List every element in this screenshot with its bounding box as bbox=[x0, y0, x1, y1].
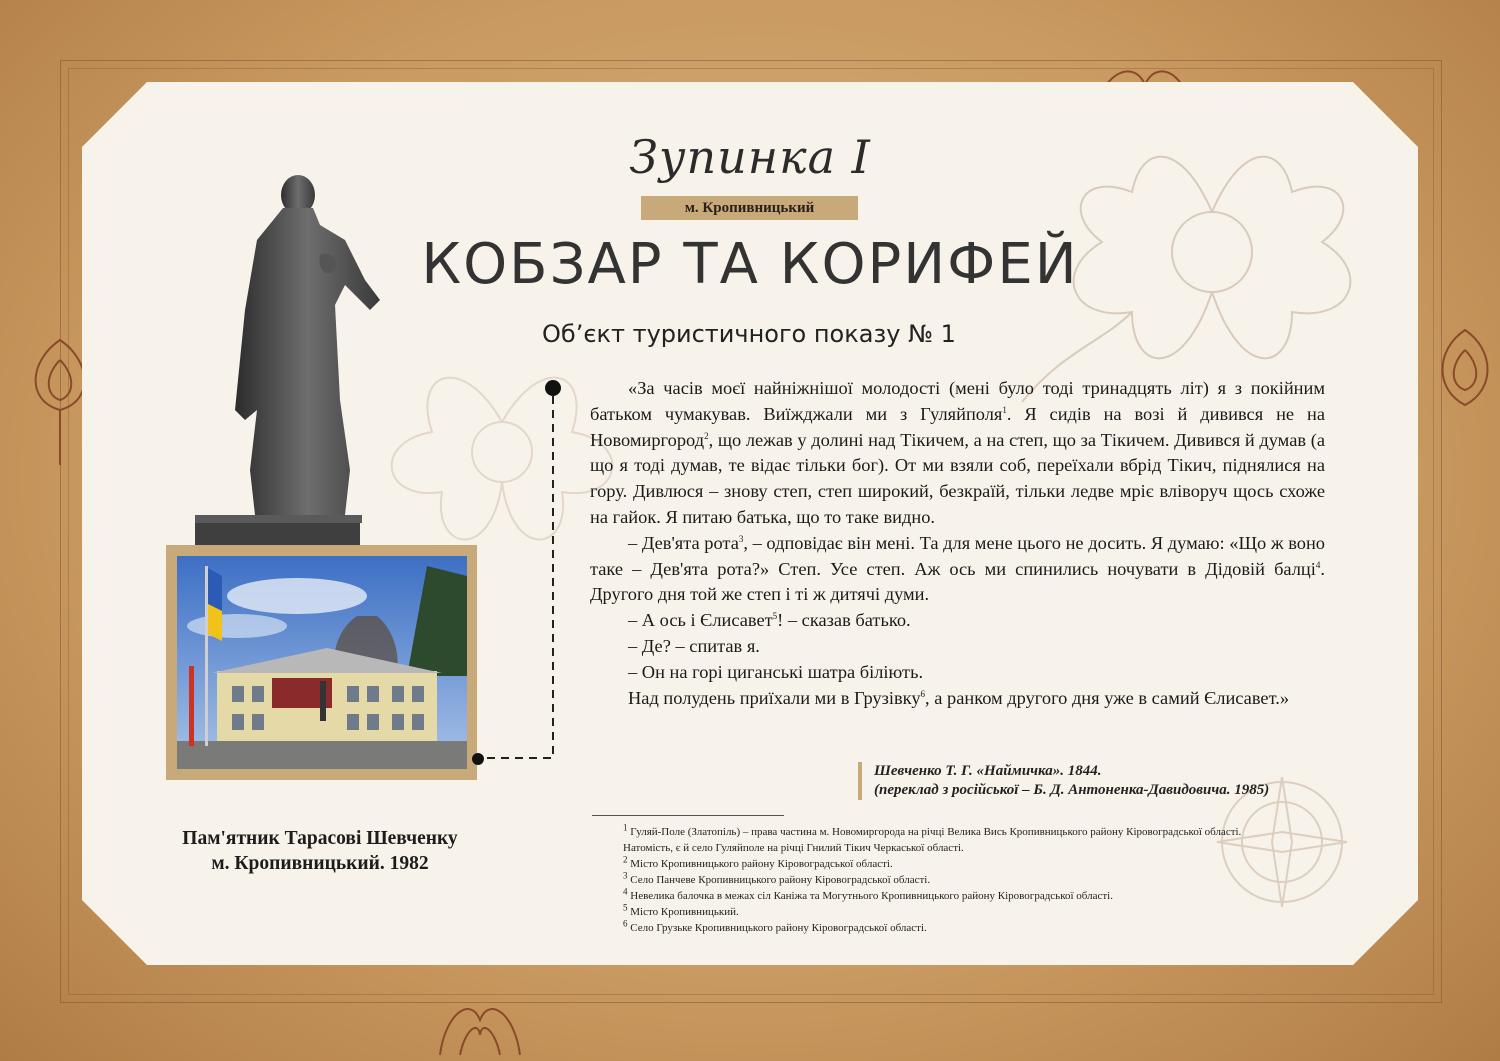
timeline-connector bbox=[470, 378, 570, 768]
caption-title: Пам'ятник Тарасові Шевченку bbox=[182, 828, 458, 849]
source-line: Шевченко Т. Г. «Наймичка». 1844. bbox=[874, 763, 1102, 779]
footnote-item: $^3$ Село Панчеве Кропивницького району Кіровоградської області. bbox=[623, 870, 931, 886]
museum-building-photo bbox=[177, 556, 467, 769]
monument-statue-image bbox=[195, 170, 395, 545]
footnote-item: $^6$ Село Грузьке Кропивницького району Кіровоградської області. bbox=[623, 918, 927, 934]
footnote-item: $^1$ Гуляй-Поле (Златопіль) – права частина м. Новомиргорода на річці Велика Вись Кропивницького району Кіровоградської області. bbox=[623, 822, 1242, 838]
page-title: КОБЗАР ТА КОРИФЕЙ bbox=[421, 232, 1079, 297]
city-badge: м. Кропивницький bbox=[641, 196, 858, 220]
photo-caption bbox=[150, 826, 490, 876]
stop-title: Зупинка І bbox=[629, 130, 871, 184]
caption-location: м. Кропивницький. 1982 bbox=[211, 853, 429, 874]
building-photo-image bbox=[177, 556, 467, 769]
page-subtitle: Об’єкт туристичного показу № 1 bbox=[542, 320, 956, 348]
quote-source bbox=[858, 762, 1269, 800]
footnote-item: $^4$ Невелика балочка в межах сіл Каніжа та Могутнього Кропивницького району Кіровоградської області. bbox=[623, 886, 1113, 902]
footnote-item: $^5$ Місто Кропивницький. bbox=[623, 902, 739, 918]
footnote-item: $^2$ Місто Кропивницького району Кіровоградської області. bbox=[623, 854, 893, 870]
footnote-divider bbox=[592, 815, 784, 816]
footnote-item: Натомість, є й село Гуляйполе на річці Гнилий Тікич Черкаської області. bbox=[623, 842, 964, 854]
quote-text: «За часів моєї найніжнішої молодості (мені було тоді тринадцять літ) я з покійним батьком чумакував. Виїжджали ми з Гуляйполя$^1$. Я сидів на возі й дивився не на Новомиргород$^2$, що лежав у долині над Тікичем, а на степ, що за Тікичем. Дивився й думав (а що я тоді думав, те відає тільки бог). От ми взяли соб, переїхали вбрід Тікич, піднялися на гору. Дивлюся – знову степ, степ широкий, безкраїй, тільки ледве мріє вліворуч щось схоже на гайок. Я питаю батька, що то таке видно. – Дев'ята рота$^3$, – одповідає він мені. Та для мене цього не досить. Я думаю: «Що ж воно таке – Дев'ята рота?» Степ. Усе степ. Аж ось ми спинились ночувати в Дідовій балці$^4$. Другого дня той же степ і ті ж дитячі думи. – А ось і Єлисавет$^5$! – сказав батько. – Де? – спитав я. – Он на горі циганські шатра біліють. Над полудень приїхали ми в Грузівку$^6$, а ранком другого дня уже в самий Єлисавет.» bbox=[590, 378, 1325, 708]
source-translation: (переклад з російської – Б. Д. Антоненка-Давидовича. 1985) bbox=[874, 782, 1270, 798]
footnotes bbox=[623, 824, 1343, 936]
